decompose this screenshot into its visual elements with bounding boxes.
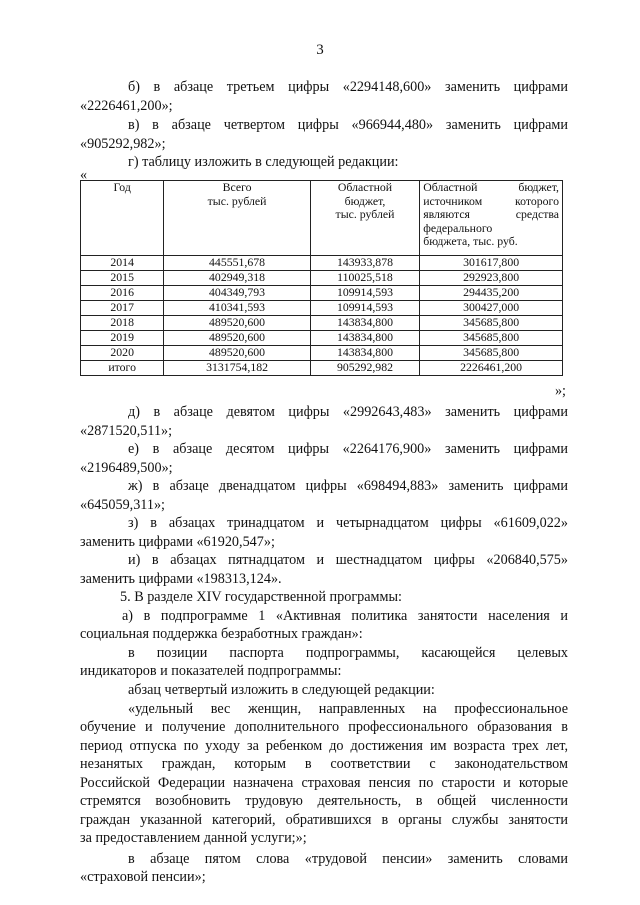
cell-total: 489520,600 — [164, 331, 310, 346]
cell-total: 3131754,182 — [164, 361, 310, 376]
cell-regional: 143834,800 — [310, 331, 419, 346]
cell-year: 2018 — [81, 316, 164, 331]
cell-federal: 345685,800 — [420, 346, 563, 361]
paragraph-line: Российской Федерации назначена страховая пенсия по старости и которые — [80, 775, 568, 791]
page-number: 3 — [316, 42, 324, 58]
paragraph-line: абзац четвертый изложить в следующей редакции: — [128, 682, 435, 698]
paragraph-line: социальная поддержка безработных граждан»: — [80, 626, 363, 642]
paragraph-line: заменить цифрами «198313,124». — [80, 571, 282, 587]
cell-regional: 143933,878 — [310, 256, 419, 271]
paragraph-line: индикаторов и показателей подпрограммы: — [80, 663, 342, 679]
table-header-row — [81, 181, 563, 256]
paragraph-line: в позиции паспорта подпрограммы, касающейся целевых — [128, 645, 568, 661]
header-regional: Областной бюджет, тыс. рублей — [310, 181, 419, 256]
paragraph-line: «2196489,500»; — [80, 460, 173, 476]
header-federal: Областной бюджет, источником которого являются средства федерального бюджета, тыс. руб. — [420, 181, 563, 256]
cell-regional: 110025,518 — [310, 271, 419, 286]
paragraph-line: «645059,311»; — [80, 497, 165, 513]
cell-total: 489520,600 — [164, 316, 310, 331]
table-row — [81, 346, 563, 361]
paragraph-line: «удельный вес женщин, направленных на профессиональное — [128, 701, 568, 717]
table-row — [81, 301, 563, 316]
cell-total: 410341,593 — [164, 301, 310, 316]
paragraph-line: «2226461,200»; — [80, 98, 173, 114]
header-total: Всего тыс. рублей — [164, 181, 310, 256]
table-row — [81, 256, 563, 271]
cell-year: 2015 — [81, 271, 164, 286]
cell-federal: 301617,800 — [420, 256, 563, 271]
table-total-row — [81, 361, 563, 376]
paragraph-line: незанятых граждан, которым в соответствии с законодательством — [80, 756, 568, 772]
cell-year: 2017 — [81, 301, 164, 316]
paragraph-line: обучение и получение дополнительного профессионального образования в — [80, 719, 568, 735]
cell-federal: 300427,000 — [420, 301, 563, 316]
cell-regional: 143834,800 — [310, 316, 419, 331]
paragraph-line: г) таблицу изложить в следующей редакции: — [128, 154, 399, 170]
paragraph-line: «2871520,511»; — [80, 423, 173, 439]
table-row — [81, 286, 563, 301]
paragraph-line: «905292,982»; — [80, 136, 166, 152]
table-row — [81, 316, 563, 331]
cell-federal: 294435,200 — [420, 286, 563, 301]
cell-regional: 905292,982 — [310, 361, 419, 376]
paragraph-line: з) в абзацах тринадцатом и четырнадцатом цифры «61609,022» — [128, 515, 568, 531]
cell-total: 404349,793 — [164, 286, 310, 301]
cell-total: 402949,318 — [164, 271, 310, 286]
opening-quote: « — [80, 167, 88, 183]
paragraph-line: в) в абзаце четвертом цифры «966944,480» заменить цифрами — [128, 117, 568, 133]
header-year: Год — [81, 181, 164, 256]
paragraph-line: е) в абзаце десятом цифры «2264176,900» заменить цифрами — [128, 441, 568, 457]
cell-year: 2016 — [81, 286, 164, 301]
cell-total: 445551,678 — [164, 256, 310, 271]
cell-year: 2014 — [81, 256, 164, 271]
closing-quote: »; — [554, 383, 566, 399]
cell-federal: 345685,800 — [420, 316, 563, 331]
paragraph-line: граждан указанной категорий, обратившихся в органы службы занятости — [80, 812, 568, 828]
cell-federal: 345685,800 — [420, 331, 563, 346]
paragraph-line: а) в подпрограмме 1 «Активная политика занятости населения и — [122, 608, 568, 624]
cell-year: итого — [81, 361, 164, 376]
paragraph-line: д) в абзаце девятом цифры «2992643,483» заменить цифрами — [128, 404, 568, 420]
paragraph-line: и) в абзацах пятнадцатом и шестнадцатом цифры «206840,575» — [128, 552, 568, 568]
paragraph-line: в абзаце пятом слова «трудовой пенсии» заменить словами — [128, 851, 568, 867]
cell-regional: 143834,800 — [310, 346, 419, 361]
paragraph-line: за предоставлением данной услуги;»; — [80, 830, 307, 846]
cell-regional: 109914,593 — [310, 286, 419, 301]
paragraph-line: «страховой пенсии»; — [80, 869, 206, 885]
cell-federal: 292923,800 — [420, 271, 563, 286]
section-heading: 5. В разделе XIV государственной программы: — [120, 589, 402, 605]
paragraph-line: стремятся возобновить трудовую деятельность, в общей численности — [80, 793, 568, 809]
cell-regional: 109914,593 — [310, 301, 419, 316]
cell-year: 2020 — [81, 346, 164, 361]
paragraph-line: ж) в абзаце двенадцатом цифры «698494,883» заменить цифрами — [128, 478, 568, 494]
table-row — [81, 271, 563, 286]
cell-total: 489520,600 — [164, 346, 310, 361]
budget-table — [80, 180, 563, 376]
paragraph-line: период отпуска по уходу за ребенком до достижения им возраста трех лет, — [80, 738, 568, 754]
cell-year: 2019 — [81, 331, 164, 346]
table-row — [81, 331, 563, 346]
paragraph-line: б) в абзаце третьем цифры «2294148,600» заменить цифрами — [128, 79, 568, 95]
paragraph-line: заменить цифрами «61920,547»; — [80, 534, 275, 550]
cell-federal: 2226461,200 — [420, 361, 563, 376]
